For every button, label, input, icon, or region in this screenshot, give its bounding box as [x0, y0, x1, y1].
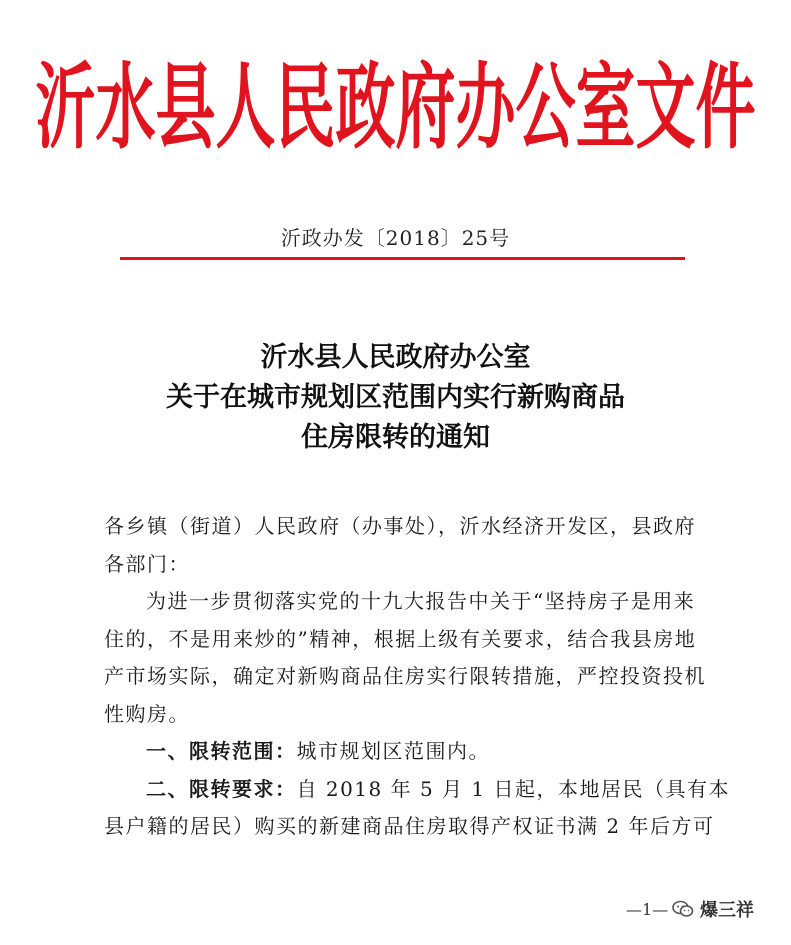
section-2-continuation: 县户籍的居民）购买的新建商品住房取得产权证书满 2 年后方可 [104, 814, 715, 838]
masthead-title: 沂水县人民政府办公室文件 [35, 54, 756, 163]
title-line-3: 住房限转的通知 [301, 422, 490, 453]
watermark [672, 896, 754, 922]
document-number: 沂政办发〔2018〕25号 [280, 226, 511, 250]
section-2-text: 自 2018 年 5 月 1 日起，本地居民（具有本 [296, 776, 730, 801]
red-divider-line [120, 257, 685, 260]
section-1-text: 城市规划区范围内。 [296, 739, 490, 763]
title-line-1: 沂水县人民政府办公室 [260, 342, 531, 373]
page-number: —1— [626, 900, 669, 919]
section-2 [104, 771, 730, 809]
paragraph-line-1: 为进一步贯彻落实党的十九大报告中关于“坚持房子是用来 [146, 589, 696, 613]
paragraph-line-4: 性购房。 [104, 701, 190, 726]
document-body [104, 508, 730, 846]
recipients-line-1: 各乡镇（街道）人民政府（办事处），沂水经济开发区，县政府 [104, 514, 696, 538]
section-1 [104, 733, 704, 771]
paragraph-line-3: 产市场实际，确定对新购商品住房实行限转措施，严控投资投机 [104, 664, 706, 688]
wechat-icon [672, 900, 694, 918]
title-line-2: 关于在城市规划区范围内实行新购商品 [166, 382, 625, 413]
section-1-heading: 一、限转范围： [146, 739, 297, 763]
paragraph-line-2: 住的，不是用来炒的”精神，根据上级有关要求，结合我县房地 [104, 626, 697, 651]
section-2-heading: 二、限转要求： [146, 776, 297, 801]
recipients-line-2: 各部门： [104, 551, 190, 576]
notice-title [0, 338, 791, 458]
watermark-text: 爆三祥 [700, 900, 754, 921]
